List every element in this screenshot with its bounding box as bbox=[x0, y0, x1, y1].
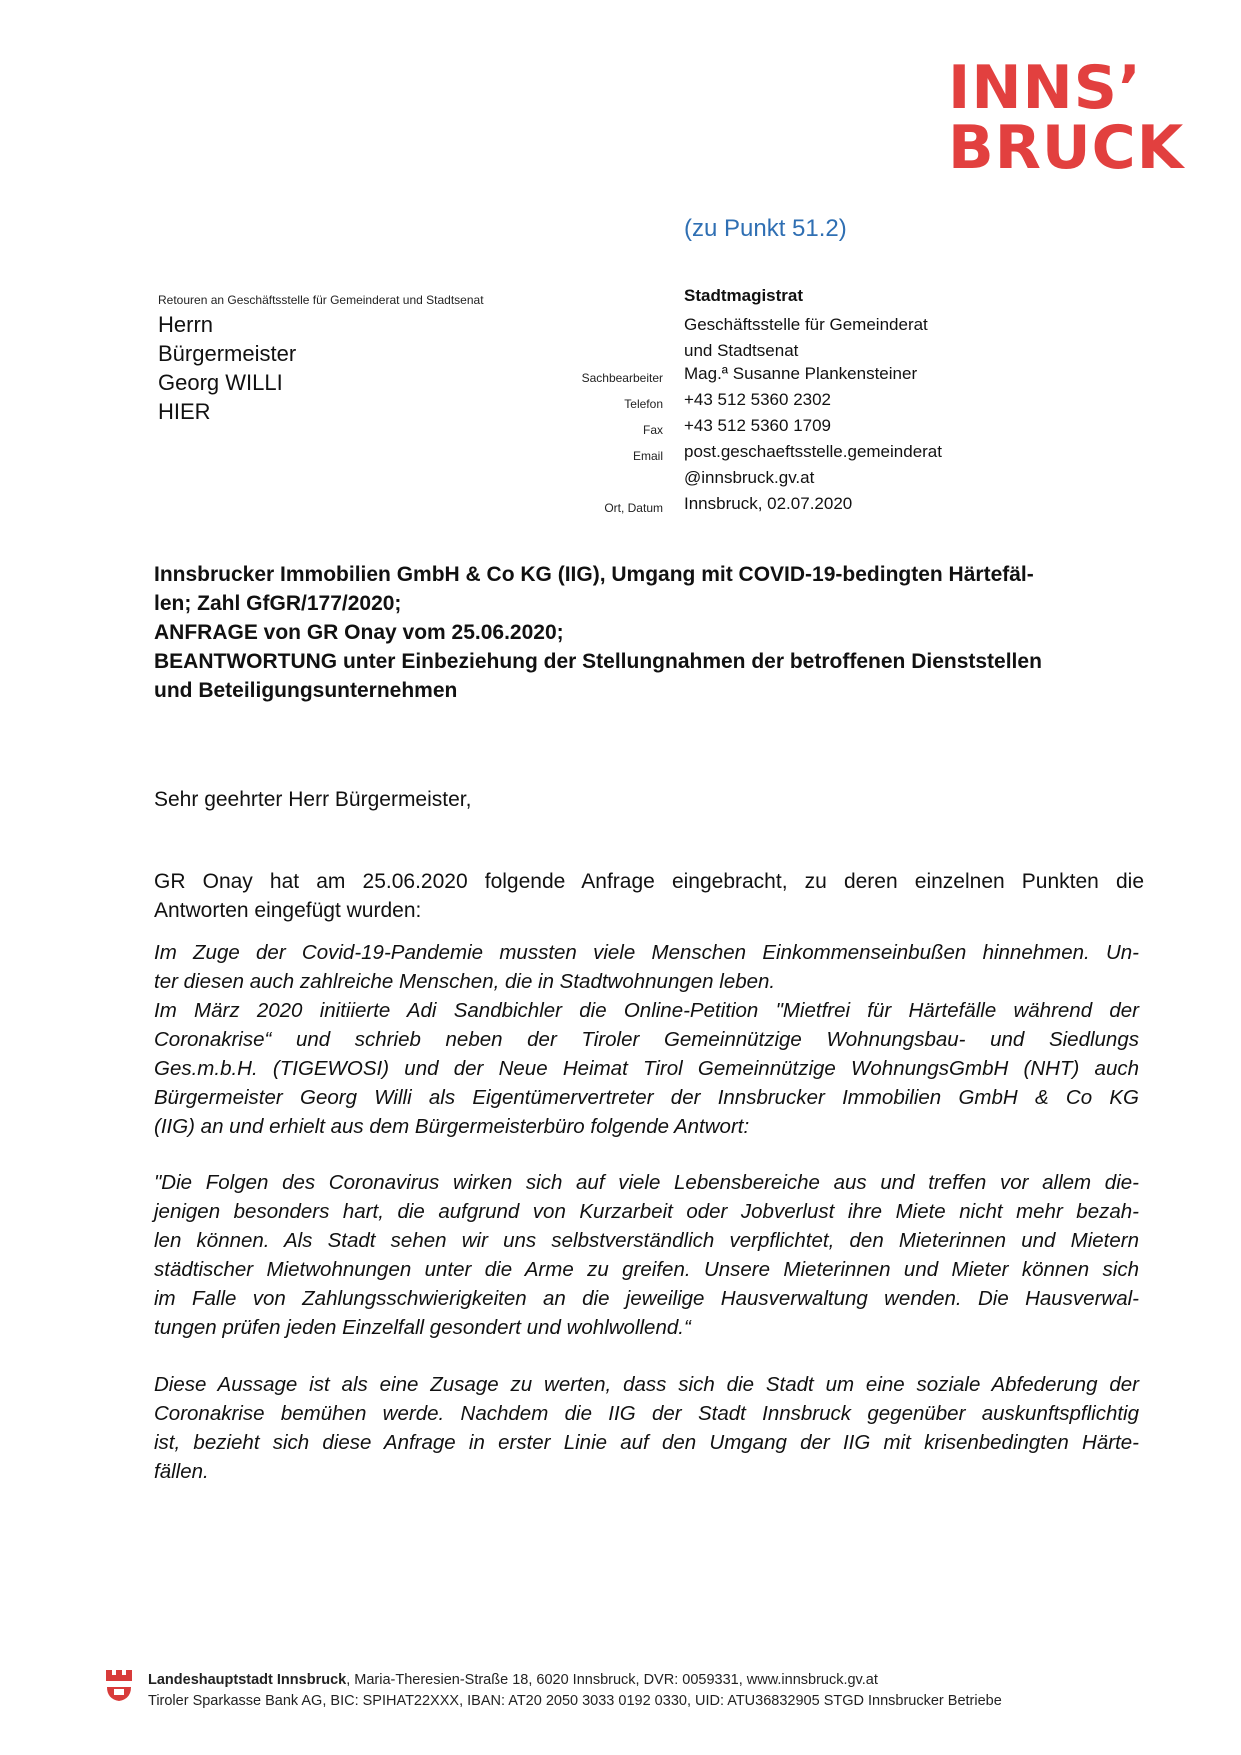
info-row-fax bbox=[560, 416, 1180, 442]
recipient-line: Herrn bbox=[158, 312, 214, 337]
footer-line-2: Tiroler Sparkasse Bank AG, BIC: SPIHAT22XXX, IBAN: AT20 2050 3033 0192 0330, UID: ATU36832905 STGD Innsbrucker Betriebe bbox=[148, 1693, 1002, 1709]
info-value: Mag.ª Susanne Plankensteiner bbox=[684, 364, 918, 383]
footer-address: , Maria-Theresien-Straße 18, 6020 Innsbruck, DVR: 0059331, www.innsbruck.gv.at bbox=[346, 1672, 878, 1688]
paragraph-line: "Die Folgen des Coronavirus wirken sich auf viele Lebensbereiche aus und treffen vor allem die- bbox=[154, 1171, 1139, 1194]
sender-title: Stadtmagistrat bbox=[684, 286, 804, 305]
subject-line: und Beteiligungsunternehmen bbox=[154, 679, 458, 702]
recipient-line: Bürgermeister bbox=[158, 341, 297, 366]
recipient-line: Georg WILLI bbox=[158, 370, 283, 395]
info-row-phone bbox=[560, 390, 1180, 416]
info-value: +43 512 5360 1709 bbox=[684, 416, 832, 435]
paragraph-line: ist, bezieht sich diese Anfrage in erster Linie auf den Umgang der IIG mit krisenbedingten Härte- bbox=[154, 1431, 1139, 1454]
subject-line: len; Zahl GfGR/177/2020; bbox=[154, 592, 402, 615]
info-label: Sachbearbeiter bbox=[581, 371, 663, 385]
subject-line: Innsbrucker Immobilien GmbH & Co KG (IIG), Umgang mit COVID-19-bedingten Härtefäl- bbox=[154, 563, 1034, 586]
paragraph-line: städtischer Mietwohnungen unter die Arme zu greifen. Unsere Mieterinnen und Mieter können sich bbox=[154, 1258, 1139, 1281]
sender-department bbox=[684, 312, 928, 364]
info-label: Ort, Datum bbox=[604, 501, 663, 515]
paragraph-line: Bürgermeister Georg Willi als Eigentümervertreter der Innsbrucker Immobilien GmbH & Co KG bbox=[154, 1086, 1139, 1109]
info-value: @innsbruck.gv.at bbox=[684, 468, 815, 487]
sender-dept-line: Geschäftsstelle für Gemeinderat bbox=[684, 315, 928, 334]
recipient-line: HIER bbox=[158, 399, 211, 424]
info-row-place-date bbox=[560, 494, 1180, 520]
paragraph-line: Im Zuge der Covid-19-Pandemie mussten viele Menschen Einkommenseinbußen hinnehmen. Un- bbox=[154, 941, 1139, 964]
paragraph-line: Coronakrise bemühen werde. Nachdem die IIG der Stadt Innsbruck gegenüber auskunftspflichtig bbox=[154, 1402, 1139, 1425]
inquiry-paragraph-3 bbox=[154, 1370, 1139, 1486]
paragraph-line: fällen. bbox=[154, 1460, 209, 1483]
info-value: post.geschaeftsstelle.gemeinderat bbox=[684, 442, 942, 461]
info-label: Email bbox=[632, 449, 663, 463]
info-label: Telefon bbox=[624, 397, 663, 411]
logo-line-1: INNS’ bbox=[948, 53, 1142, 123]
salutation: Sehr geehrter Herr Bürgermeister, bbox=[154, 788, 472, 811]
sender-dept-line: und Stadtsenat bbox=[684, 341, 799, 360]
paragraph-line: tungen prüfen jeden Einzelfall gesondert und wohlwollend.“ bbox=[154, 1316, 691, 1339]
subject-line: ANFRAGE von GR Onay vom 25.06.2020; bbox=[154, 621, 564, 644]
return-address-note: Retouren an Geschäftsstelle für Gemeinderat und Stadtsenat bbox=[158, 293, 484, 307]
paragraph-line: Diese Aussage ist als eine Zusage zu werten, dass sich die Stadt um eine soziale Abfederung der bbox=[154, 1373, 1139, 1396]
inquiry-paragraph-2 bbox=[154, 1168, 1139, 1342]
paragraph-line: im Falle von Zahlungsschwierigkeiten an die jeweilige Hausverwaltung wenden. Die Hausverwal- bbox=[154, 1287, 1139, 1310]
info-label: Fax bbox=[642, 423, 663, 437]
info-row-email-domain bbox=[560, 468, 1180, 494]
city-crest-icon bbox=[104, 1668, 134, 1702]
footer-line-1 bbox=[148, 1670, 1002, 1691]
paragraph-line: ter diesen auch zahlreiche Menschen, die in Stadtwohnungen leben. bbox=[154, 970, 776, 993]
recipient-address bbox=[158, 310, 296, 426]
subject-line: BEANTWORTUNG unter Einbeziehung der Stellungnahmen der betroffenen Dienststellen bbox=[154, 650, 1042, 673]
info-value: Innsbruck, 02.07.2020 bbox=[684, 494, 853, 513]
info-row-email bbox=[560, 442, 1180, 468]
letter-footer bbox=[148, 1670, 1002, 1712]
intro-line: GR Onay hat am 25.06.2020 folgende Anfrage eingebracht, zu deren einzelnen Punkten die bbox=[154, 870, 1144, 893]
info-value: +43 512 5360 2302 bbox=[684, 390, 832, 409]
innsbruck-logo bbox=[948, 53, 1188, 183]
intro-paragraph bbox=[154, 867, 1144, 925]
inquiry-paragraph-1 bbox=[154, 938, 1139, 1141]
paragraph-line: len können. Als Stadt sehen wir uns selbstverständlich verpflichtet, den Mieterinnen und Mietern bbox=[154, 1229, 1139, 1252]
intro-line: Antworten eingefügt wurden: bbox=[154, 899, 422, 922]
letter-subject bbox=[154, 560, 1139, 705]
logo-line-2: BRUCK bbox=[948, 113, 1185, 183]
footer-org-name: Landeshauptstadt Innsbruck bbox=[148, 1672, 347, 1688]
paragraph-line: jenigen besonders hart, die aufgrund von Kurzarbeit oder Jobverlust ihre Miete nicht mehr bezah- bbox=[154, 1200, 1139, 1223]
info-row-clerk bbox=[560, 364, 1180, 390]
paragraph-line: Ges.m.b.H. (TIGEWOSI) und der Neue Heimat Tirol Gemeinnützige WohnungsGmbH (NHT) auch bbox=[154, 1057, 1139, 1080]
paragraph-line: Coronakrise“ und schrieb neben der Tiroler Gemeinnützige Wohnungsbau- und Siedlungs bbox=[154, 1028, 1139, 1051]
paragraph-line: (IIG) an und erhielt aus dem Bürgermeisterbüro folgende Antwort: bbox=[154, 1115, 750, 1138]
paragraph-line: Im März 2020 initiierte Adi Sandbichler die Online-Petition "Mietfrei für Härtefälle während der bbox=[154, 999, 1139, 1022]
agenda-reference: (zu Punkt 51.2) bbox=[684, 215, 847, 242]
